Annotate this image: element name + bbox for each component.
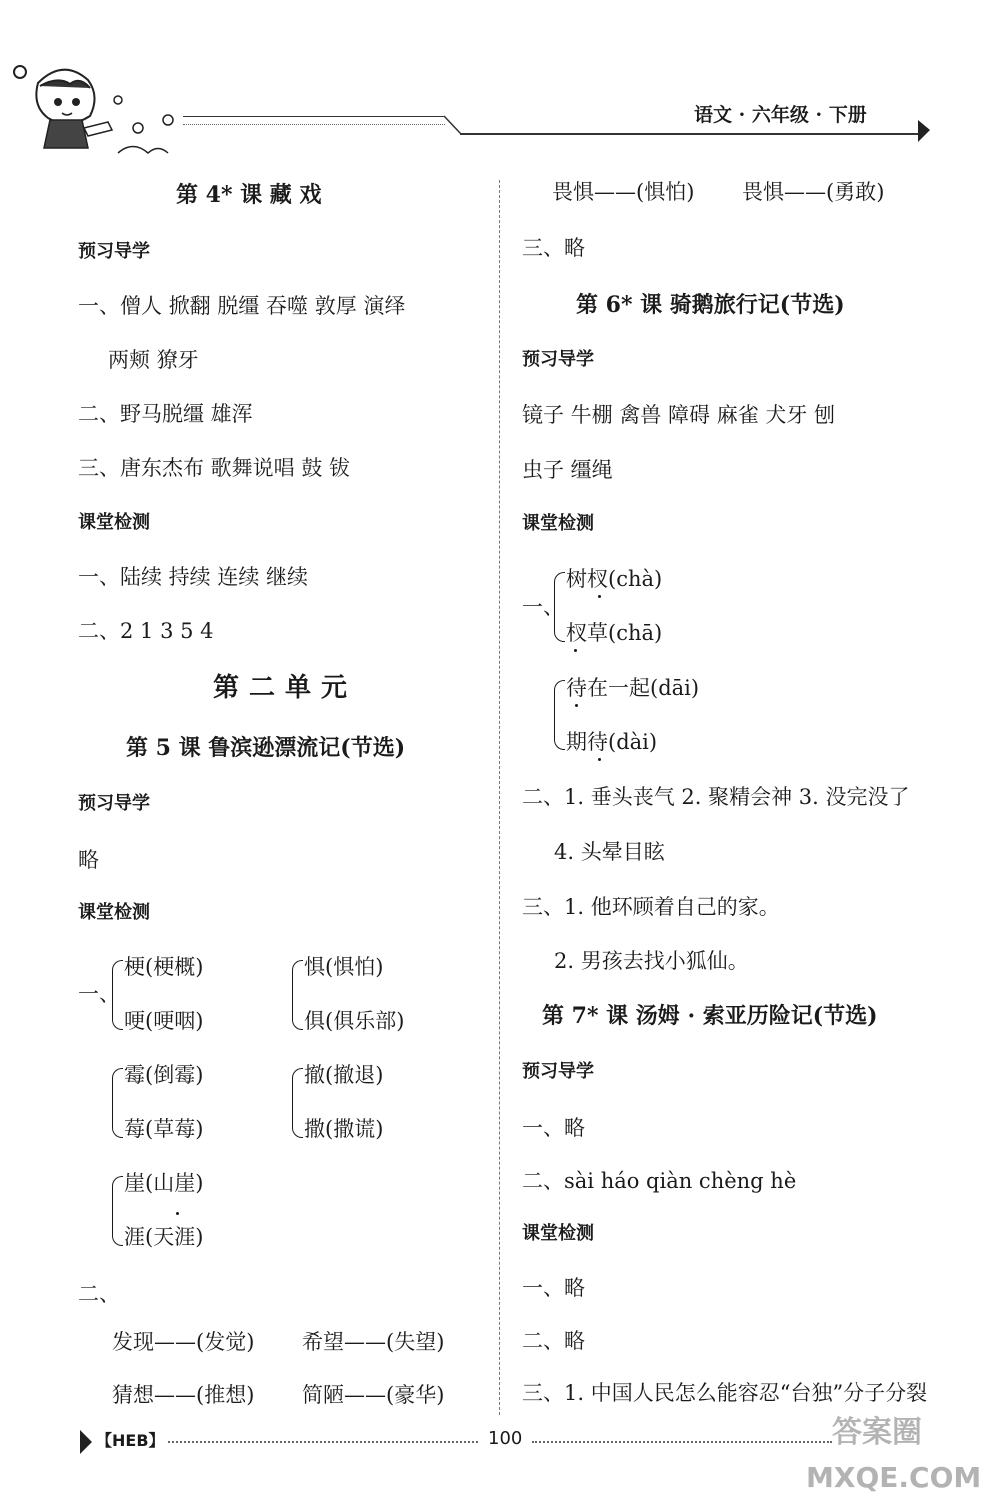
l5-group1-a: 梗(梗概): [124, 955, 204, 979]
footer-code: 【HEB】: [96, 1431, 165, 1450]
emphasis-dot: [176, 1212, 179, 1215]
l4-class-1: 一、陆续 持续 连续 继续: [78, 565, 309, 589]
lesson-5-title: 第 5 课 鲁滨逊漂流记(节选): [126, 735, 406, 761]
l5-pair-4: 简陋——(豪华): [302, 1383, 445, 1407]
l7-preview-2: 二、sài háo qiàn chèng hè: [522, 1169, 797, 1193]
brace-group-7: [554, 680, 565, 750]
l6-preview-heading: 预习导学: [522, 349, 594, 370]
r-pair-1: 畏惧——(惧怕): [552, 180, 695, 204]
watermark-line-1: 答案圈: [832, 1415, 922, 1450]
l6-q2: 二、1. 垂头丧气 2. 聚精会神 3. 没完没了: [522, 785, 910, 809]
l6-q1-label: 一、: [522, 595, 564, 619]
brace-group-5: [112, 1176, 123, 1246]
footer-marker-icon: [78, 1428, 94, 1456]
l6-group1-b: 杈草(chā): [566, 621, 663, 645]
l5-group4-b: 撒(撒谎): [304, 1117, 384, 1141]
l6-preview-1: 镜子 牛棚 禽兽 障碍 麻雀 犬牙 刨: [522, 403, 836, 427]
l5-group3-a: 霉(倒霉): [124, 1063, 204, 1087]
brace-group-2: [292, 960, 303, 1030]
l4-class-2: 二、2 1 3 5 4: [78, 619, 214, 643]
l4-class-heading: 课堂检测: [78, 512, 150, 533]
l5-class-heading: 课堂检测: [78, 902, 150, 923]
footer-dots-left: [168, 1441, 478, 1443]
r-pair-2: 畏惧——(勇敢): [742, 180, 885, 204]
lesson-4-title: 第 4* 课 藏 戏: [176, 182, 322, 208]
l4-preview-1: 一、僧人 掀翻 脱缰 吞噬 敦厚 演绎: [78, 294, 406, 318]
brace-group-6: [554, 572, 565, 642]
header-rule-left: [183, 116, 445, 117]
l6-q2b: 4. 头晕目眩: [554, 840, 665, 864]
l6-class-heading: 课堂检测: [522, 513, 594, 534]
r-q3: 三、略: [522, 236, 585, 260]
emphasis-dot: [574, 649, 577, 652]
header-rule-right: [460, 133, 920, 135]
emphasis-dot: [575, 704, 578, 707]
l6-group1-a: 树杈(chà): [566, 567, 663, 591]
l7-preview-1: 一、略: [522, 1116, 585, 1140]
column-divider: [499, 180, 500, 1415]
page-number: 100: [488, 1428, 523, 1449]
l5-pair-3: 猜想——(推想): [112, 1383, 255, 1407]
brace-group-3: [112, 1068, 123, 1138]
l5-preview-heading: 预习导学: [78, 793, 150, 814]
l7-preview-heading: 预习导学: [522, 1061, 594, 1082]
l5-group4-a: 撤(撤退): [304, 1063, 384, 1087]
l5-group1-b: 哽(哽咽): [124, 1009, 204, 1033]
l6-q3: 三、1. 他环顾着自己的家。: [522, 895, 780, 919]
l6-q3b: 2. 男孩去找小狐仙。: [554, 949, 749, 973]
l5-pair-1: 发现——(发觉): [112, 1330, 255, 1354]
l7-class-1: 一、略: [522, 1276, 585, 1300]
girl-mascot-icon: [8, 58, 178, 163]
l6-preview-1b: 虫子 缰绳: [522, 458, 613, 482]
unit-title: 第二单元: [213, 673, 358, 703]
brace-group-1: [112, 960, 123, 1030]
l5-pair-2: 希望——(失望): [302, 1330, 445, 1354]
lesson-6-title: 第 6* 课 骑鹅旅行记(节选): [576, 292, 845, 318]
l4-preview-1b: 两颊 獠牙: [108, 348, 199, 372]
watermark-line-2: MXQE.COM: [806, 1461, 982, 1494]
l5-q1-label: 一、: [78, 982, 120, 1006]
l4-preview-2: 二、野马脱缰 雄浑: [78, 402, 253, 426]
l7-class-heading: 课堂检测: [522, 1223, 594, 1244]
l5-group3-b: 莓(草莓): [124, 1117, 204, 1141]
l4-preview-heading: 预习导学: [78, 241, 150, 262]
l5-group2-a: 惧(惧怕): [304, 955, 384, 979]
brace-group-4: [292, 1068, 303, 1138]
l7-class-2: 二、略: [522, 1329, 585, 1353]
l5-group5-b: 涯(天涯): [124, 1225, 204, 1249]
l4-preview-3: 三、唐东杰布 歌舞说唱 鼓 钹: [78, 456, 351, 480]
book-title: 语文 · 六年级 · 下册: [694, 104, 867, 126]
l5-group5-a: 崖(山崖): [124, 1171, 204, 1195]
header-end-marker-icon: [916, 118, 932, 144]
emphasis-dot: [598, 758, 601, 761]
lesson-7-title: 第 7* 课 汤姆 · 索亚历险记(节选): [542, 1003, 878, 1029]
emphasis-dot: [598, 595, 601, 598]
l6-group2-a: 待在一起(dāi): [566, 676, 700, 700]
l5-group2-b: 俱(俱乐部): [304, 1009, 405, 1033]
l5-q2-label: 二、: [78, 1282, 120, 1306]
footer-dots-right: [532, 1441, 832, 1443]
header-rule-dotted: [183, 124, 445, 125]
l5-preview-1: 略: [78, 848, 99, 872]
l7-class-3: 三、1. 中国人民怎么能容忍“台独”分子分裂: [522, 1381, 928, 1405]
l6-group2-b: 期待(dài): [566, 730, 658, 754]
